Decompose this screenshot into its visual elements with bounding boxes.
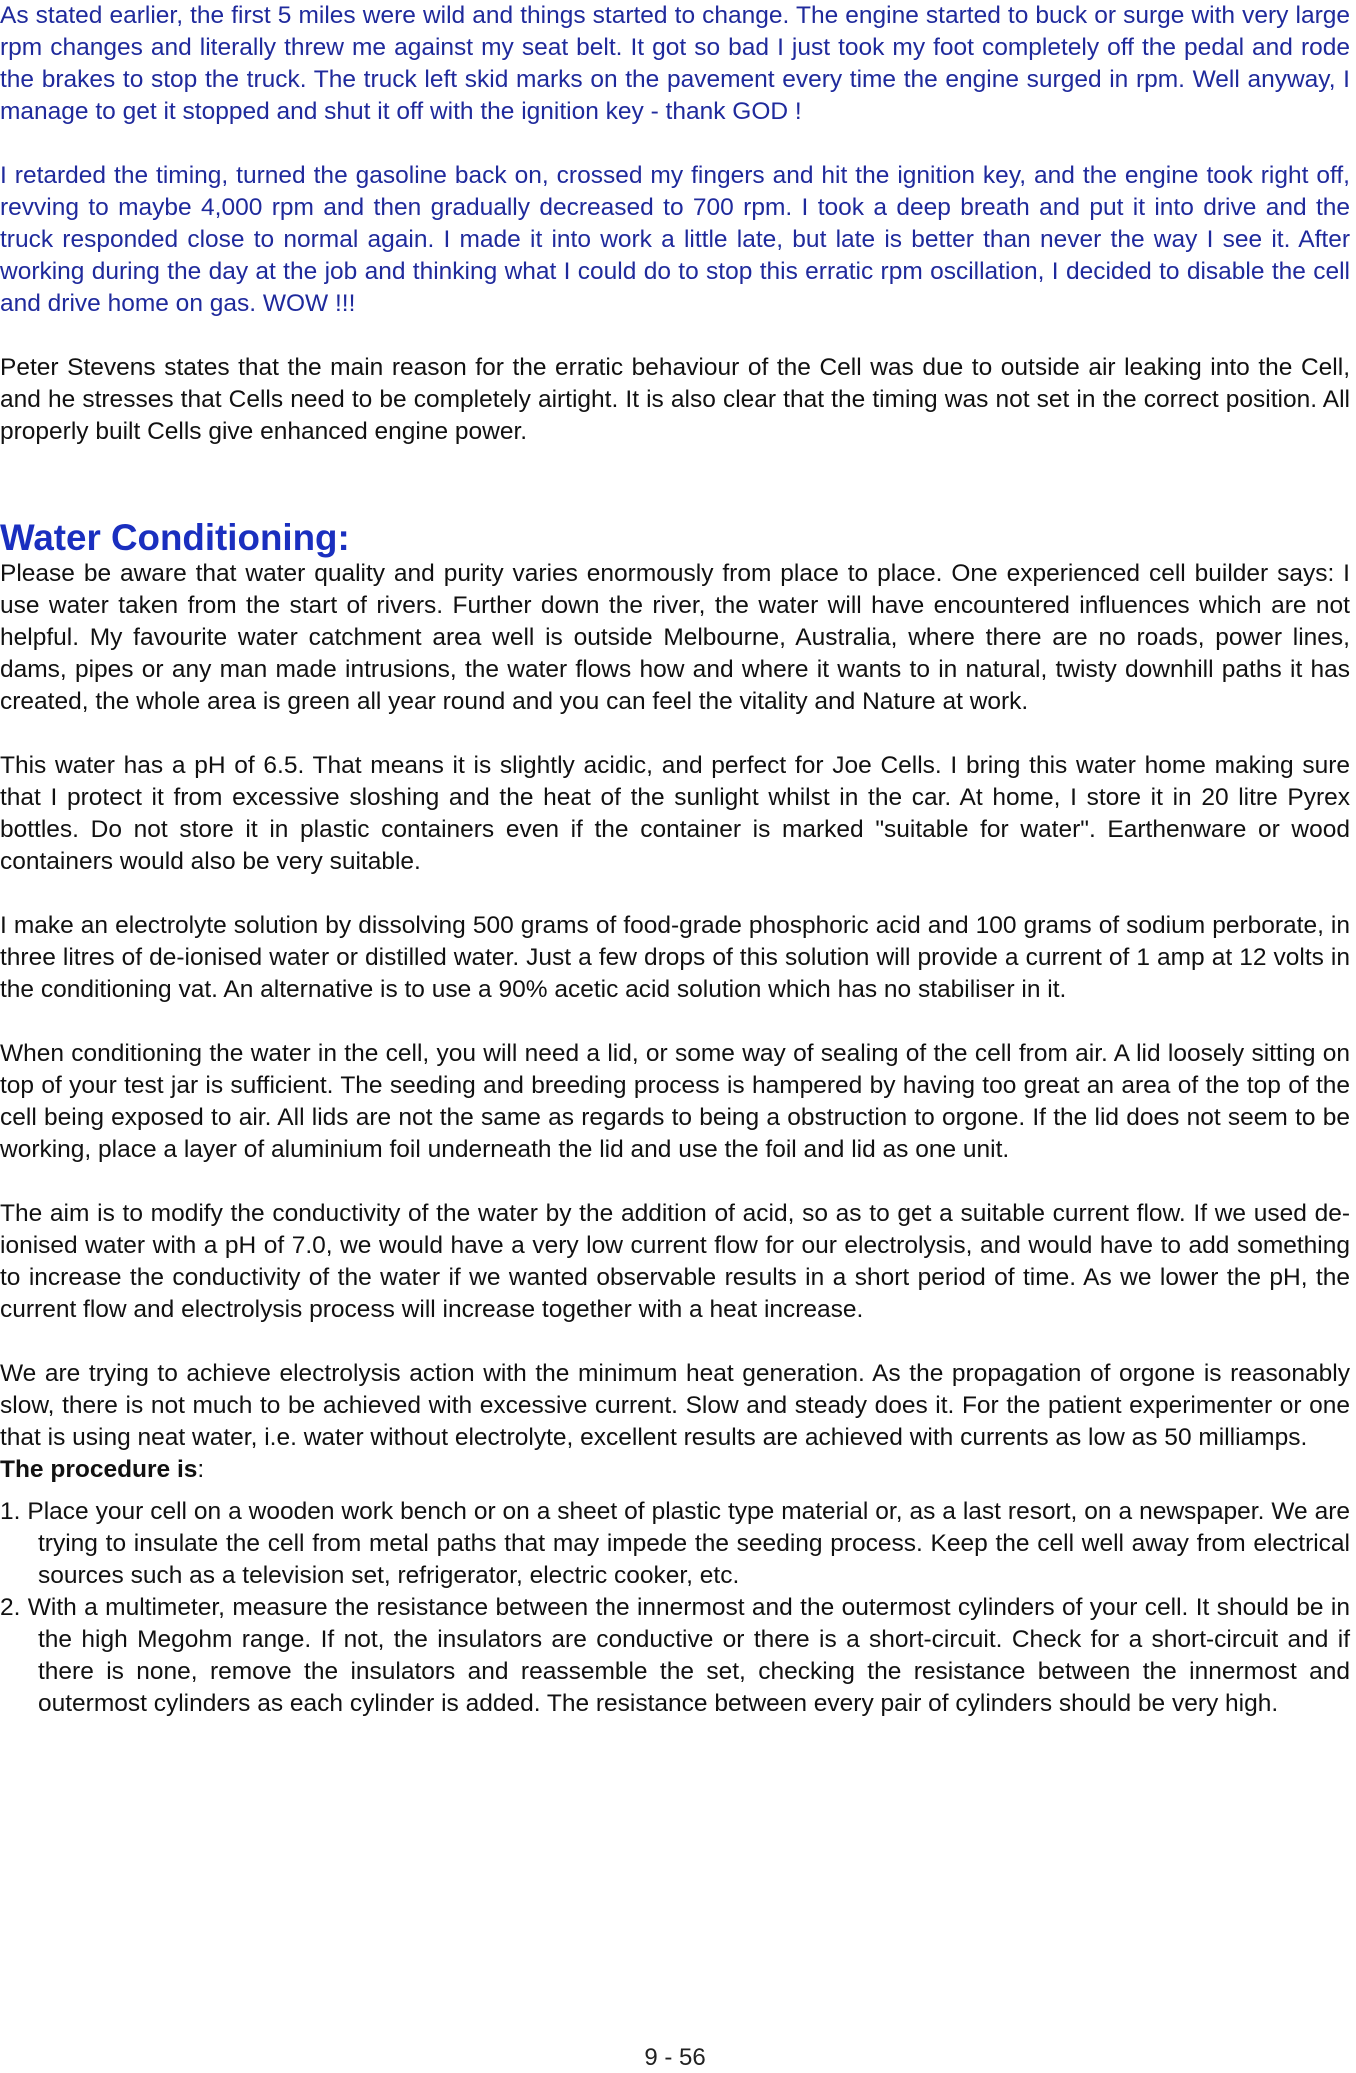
body-paragraph-5: The aim is to modify the conductivity of the water by the addition of acid, so as to get a suitable current flow. If we used de-ionised water with a pH of 7.0, we would have a very low current flow for our electrolysis, and would have to add something to increase the conductivity of the water if we wanted observable results in a short period of time. As we lower the pH, the current flow and electrolysis process will increase together with a heat increase. (0, 1200, 1350, 1323)
procedure-heading-text: The procedure is (0, 1456, 198, 1483)
section-heading: Water Conditioning: (0, 517, 350, 558)
body-paragraph-2: This water has a pH of 6.5. That means it is slightly acidic, and perfect for Joe Cells. I bring this water home making sure that I protect it from excessive sloshing and the heat of the sunlight whilst in the car. At home, I store it in 20 litre Pyrex bottles. Do not store it in plastic containers even if the container is marked "suitable for water". Earthenware or wood containers would also be very suitable. (0, 752, 1350, 875)
stevens-paragraph: Peter Stevens states that the main reason for the erratic behaviour of the Cell was due to outside air leaking into the Cell, and he stresses that Cells need to be completely airtight. It is also clear that the timing was not set in the correct position. All properly built Cells give enhanced engine power. (0, 354, 1350, 445)
procedure-step-2: 2. With a multimeter, measure the resistance between the innermost and the outermost cylinders of your cell. It should be in the high Megohm range. If not, the insulators are conductive or there is a short-circuit. Check for a short-circuit and if there is none, remove the insulators and reassemble the set, checking the resistance between the innermost and outermost cylinders as each cylinder is added. The resistance between every pair of cylinders should be very high. (0, 1594, 1350, 1717)
procedure-heading-colon: : (197, 1456, 205, 1483)
body-paragraph-1: Please be aware that water quality and purity varies enormously from place to place. One experienced cell builder says: I use water taken from the start of rivers. Further down the river, the water will have encountered influences which are not helpful. My favourite water catchment area well is outside Melbourne, Australia, where there are no roads, power lines, dams, pipes or any man made intrusions, the water flows how and where it wants to in natural, twisty downhill paths it has created, the whole area is green all year round and you can feel the vitality and Nature at work. (0, 560, 1350, 715)
intro-paragraph-1: As stated earlier, the first 5 miles were wild and things started to change. The engine started to buck or surge with very large rpm changes and literally threw me against my seat belt. It got so bad I just took my foot completely off the pedal and rode the brakes to stop the truck. The truck left skid marks on the pavement every time the engine surged in rpm. Well anyway, I manage to get it stopped and shut it off with the ignition key - thank GOD ! (0, 2, 1350, 125)
procedure-step-1: 1. Place your cell on a wooden work bench or on a sheet of plastic type material or, as a last resort, on a newspaper. We are trying to insulate the cell from metal paths that may impede the seeding process. Keep the cell well away from electrical sources such as a television set, refrigerator, electric cooker, etc. (0, 1498, 1350, 1589)
body-paragraph-3: I make an electrolyte solution by dissolving 500 grams of food-grade phosphoric acid and 100 grams of sodium perborate, in three litres of de-ionised water or distilled water. Just a few drops of this solution will provide a current of 1 amp at 12 volts in the conditioning vat. An alternative is to use a 90% acetic acid solution which has no stabiliser in it. (0, 912, 1350, 1003)
page-number: 9 - 56 (644, 2044, 706, 2071)
body-paragraph-6: We are trying to achieve electrolysis action with the minimum heat generation. As the propagation of orgone is reasonably slow, there is not much to be achieved with excessive current. Slow and steady does it. For the patient experimenter or one that is using neat water, i.e. water without electrolyte, excellent results are achieved with currents as low as 50 milliamps. (0, 1360, 1350, 1451)
procedure-heading (0, 1454, 1350, 1486)
body-paragraph-4: When conditioning the water in the cell, you will need a lid, or some way of sealing of the cell from air. A lid loosely sitting on top of your test jar is sufficient. The seeding and breeding process is hampered by having too great an area of the top of the cell being exposed to air. All lids are not the same as regards to being a obstruction to orgone. If the lid does not seem to be working, place a layer of aluminium foil underneath the lid and use the foil and lid as one unit. (0, 1040, 1350, 1163)
intro-paragraph-2: I retarded the timing, turned the gasoline back on, crossed my fingers and hit the ignition key, and the engine took right off, revving to maybe 4,000 rpm and then gradually decreased to 700 rpm. I took a deep breath and put it into drive and the truck responded close to normal again. I made it into work a little late, but late is better than never the way I see it. After working during the day at the job and thinking what I could do to stop this erratic rpm oscillation, I decided to disable the cell and drive home on gas. WOW !!! (0, 162, 1350, 317)
